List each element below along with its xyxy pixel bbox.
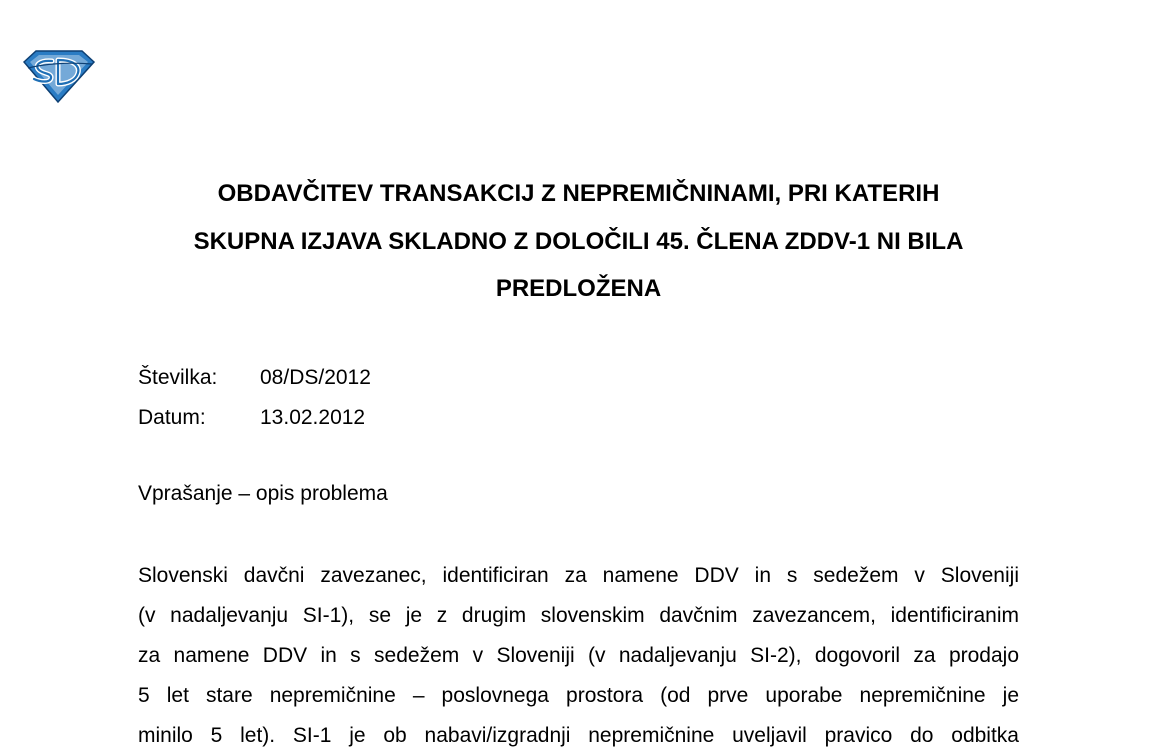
meta-row-date: [138, 398, 371, 438]
sd-logo-icon: [22, 48, 96, 104]
date-value: 13.02.2012: [260, 406, 366, 429]
paragraph-line: Slovenski davčni zavezanec, identificiran za namene DDV in s sedežem v Sloveniji: [138, 564, 1019, 587]
paragraph-line: 5 let stare nepremičnine – poslovnega prostora (od prve uporabe nepremičnine je: [138, 684, 1019, 707]
paragraph-line: (v nadaljevanju SI-1), se je z drugim slovenskim davčnim zavezancem, identificiranim: [138, 604, 1019, 627]
number-value: 08/DS/2012: [260, 366, 371, 389]
title-line: SKUPNA IZJAVA SKLADNO Z DOLOČILI 45. ČLENA ZDDV-1 NI BILA: [193, 227, 964, 255]
meta-row-number: [138, 358, 371, 398]
paragraph-line: minilo 5 let). SI-1 je ob nabavi/izgradnji nepremičnine uveljavil pravico do odbitka: [138, 724, 1019, 747]
number-label: Številka:: [138, 366, 218, 389]
body-paragraph: [138, 556, 1019, 756]
document-title: [138, 170, 1019, 313]
section-heading: Vprašanje – opis problema: [138, 482, 388, 505]
document-meta: [138, 358, 371, 438]
date-label: Datum:: [138, 406, 206, 429]
title-line: OBDAVČITEV TRANSAKCIJ Z NEPREMIČNINAMI, PRI KATERIH: [217, 180, 940, 207]
title-line: PREDLOŽENA: [495, 275, 662, 302]
paragraph-line: za namene DDV in s sedežem v Sloveniji (v nadaljevanju SI-2), dogovoril za prodajo: [138, 644, 1019, 667]
